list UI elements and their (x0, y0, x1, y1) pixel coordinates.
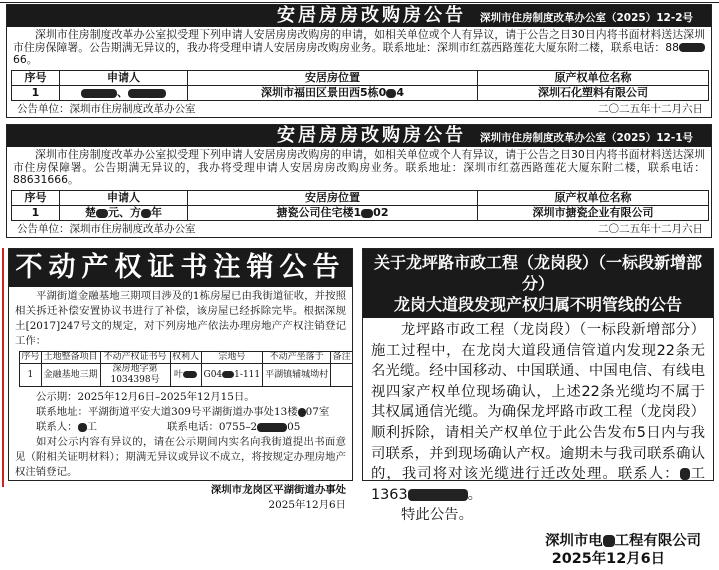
cell-no: 1 (20, 364, 42, 387)
col-header: 序号 (21, 352, 40, 362)
col-header: 不动产坐落于 (263, 352, 331, 364)
issuer-part: 工程有限公司 (614, 532, 701, 549)
notice-housing-12-2 (6, 4, 712, 118)
issuer (371, 532, 705, 550)
redaction (679, 43, 705, 52)
location-part: 搪瓷公司住宅楼1 (276, 206, 362, 219)
location-part: 4 (396, 86, 404, 99)
table-row (20, 364, 353, 387)
date: 二〇二五年十二月六日 (598, 102, 703, 115)
cell-owner: 深圳市搪瓷企业有限公司 (478, 205, 709, 220)
redaction (680, 468, 690, 480)
cell-cert: 深房地字第1034398号 (100, 364, 170, 387)
notice-footer (7, 221, 711, 237)
cell-parcel (201, 364, 263, 387)
property-table (19, 351, 353, 387)
issuer: 公告单位：深圳市住房制度改革办公室 (17, 222, 196, 235)
phone-part: 88 (665, 40, 679, 54)
issuer: 公告单位：深圳市住房制度改革办公室 (17, 102, 196, 115)
contact-part: 工 (86, 421, 97, 433)
redaction (183, 371, 197, 378)
redaction (141, 209, 151, 218)
red-divider (2, 248, 4, 487)
applicant-part: 楚 (85, 206, 96, 219)
col-header: 原产权单位名称 (478, 70, 709, 85)
redaction (298, 408, 306, 417)
redaction (408, 489, 468, 501)
body-text (371, 320, 705, 505)
notice-unknown-cables (362, 248, 714, 567)
body-text: 深圳市住房制度改革办公室拟受理下列申请人安居房房改购房的申请，如相关单位或个人有异议，请于公告之日30日内将书面材料送达深圳市住房保障署。公告期满无异议的，我办将受理申请人安居房房改购房业务。联系地址：深圳市红荔西路莲花大厦东附二楼，联系电话： (13, 28, 705, 54)
notice-title: 不动产权证书注销公告 (9, 249, 352, 287)
cell-no: 1 (12, 205, 60, 220)
contact (15, 420, 346, 435)
date: 2025年12月6日 (268, 499, 346, 511)
issuer-part: 深圳市电 (545, 532, 603, 549)
cell-location (188, 205, 478, 220)
col-header: 申请人 (60, 190, 188, 205)
notice-title: 安居房房改购房公告 (277, 125, 466, 146)
date: 2025年12月6日 (551, 550, 665, 567)
col-header: 序号 (12, 70, 60, 85)
col-header: 土地整备项目 (41, 352, 100, 364)
col-header: 安居房位置 (188, 190, 478, 205)
intro-text: 平湖街道金融基地三期项目涉及的1栋房屋已由我街道征收，并按照相关拆迁补偿安置协议书进行了补偿，该房屋已经拆除完毕。根据深规土[2017]247号文的规定，对下列房地产依法办理房地产产权注销登记工作： (15, 290, 346, 347)
col-header: 序号 (12, 190, 60, 205)
redaction (128, 89, 166, 98)
date: 二〇二五年十二月六日 (598, 222, 703, 235)
issuer: 深圳市龙岗区平湖街道办事处 (210, 484, 346, 496)
top-border (0, 0, 719, 3)
notice-body (7, 27, 711, 67)
col-header: 安居房位置 (188, 70, 478, 85)
address (15, 405, 346, 420)
redaction (603, 535, 615, 547)
notice-number: 深圳市住房制度改革办公室（2025）12-2号 (480, 12, 693, 24)
contact-part: 工1363 (371, 466, 705, 503)
col-header: 宗地号 (201, 352, 263, 364)
phone-label: 联系电话：0755–2 (166, 421, 258, 433)
table-row (12, 205, 709, 220)
separator: 、 (117, 86, 128, 99)
col-header: 备注 (332, 352, 351, 362)
redaction (81, 89, 117, 98)
title-line: 关于龙坪路市政工程（龙岗段）（一标段新增部分） (373, 253, 702, 293)
notice-number: 深圳市住房制度改革办公室（2025）12-1号 (480, 132, 693, 144)
redaction (257, 423, 287, 432)
notice-title (363, 249, 713, 318)
location-part: 深圳市福田区景田西5栋0 (261, 86, 387, 99)
notice-body: 深圳市住房制度改革办公室拟受理下列申请人安居房房改购房的申请，如相关单位或个人有异议，请于公告之日30日内将书面材料送达深圳市住房保障署。公告期满无异议的，我办将受理申请人安居房房改购房业务。联系地址：深圳市红荔西路莲花大厦东附二楼，联系电话：88631666。 (13, 148, 705, 186)
col-header: 不动产权证书号 (100, 352, 170, 364)
notice-title: 安居房房改购房公告 (277, 5, 466, 26)
redaction (386, 89, 396, 98)
period: 公示期：2025年12月6日–2025年12月15日。 (36, 391, 255, 403)
cell-applicant (60, 205, 188, 220)
contact-part: 。 (467, 486, 483, 503)
closing: 特此公告。 (401, 507, 473, 524)
objection-text: 如对公示内容有异议的，请在公示期间内实名向我街道提出书面意见（附相关证明材料）；期满无异议或异议不成立，将按规定办理房地产权注销登记。 (15, 436, 346, 478)
holder-part: 叶 (174, 369, 184, 380)
cell-no: 1 (12, 85, 60, 100)
cell-applicant (60, 85, 188, 100)
phone-part: 66。 (13, 53, 38, 66)
cell-holder (170, 364, 201, 387)
redaction (222, 371, 234, 378)
col-header: 原产权单位名称 (478, 190, 709, 205)
notice-footer (7, 101, 711, 117)
notice-body (363, 318, 713, 570)
notice-header (7, 5, 711, 27)
address-part: 联系地址：平湖街道平安大道309号平湖街道办事处13楼 (36, 406, 298, 418)
notice-certificate-cancellation (8, 248, 353, 511)
redaction (78, 423, 87, 432)
applicant-part: 年 (151, 206, 162, 219)
applicant-part: 元、方 (108, 206, 141, 219)
cell-owner: 深圳石化塑料有限公司 (478, 85, 709, 100)
redaction (361, 209, 373, 218)
parcel-part: 1-111 (234, 369, 261, 380)
applicant-table (11, 190, 709, 221)
address-part: 07室 (305, 406, 330, 418)
notice-body (9, 287, 352, 515)
notice-housing-12-1 (6, 124, 712, 238)
contact-label: 联系人： (36, 421, 78, 433)
redaction (96, 209, 108, 218)
cell-location: 平湖镇辅城坳村 (263, 364, 331, 387)
col-header: 申请人 (60, 70, 188, 85)
table-row (12, 85, 709, 100)
cell-location (188, 85, 478, 100)
title-line: 龙岗大道段发现产权归属不明管线的公告 (393, 295, 682, 314)
col-header: 权利人 (172, 352, 200, 362)
location-part: 02 (373, 206, 389, 219)
body-part: 龙坪路市政工程（龙岗段）（一标段新增部分）施工过程中，在龙岗大道段通信管道内发现22条无名光缆。经中国移动、中国联通、中国电信、有线电视四家产权单位现场确认，上述22条光缆均不属于其权属通信光缆。为确保龙坪路市政工程（龙岗段）顺利拆除，请相关产权单位于此公告发布5日内与我司联系，并到现场确认产权。逾期未与我司联系确认的，我司将对该光缆进行迁改处理。联系人： (371, 322, 705, 483)
phone-part: 05 (287, 421, 301, 433)
cell-note (331, 364, 353, 387)
cell-project: 金融基地三期 (41, 364, 100, 387)
parcel-part: G04 (203, 369, 223, 380)
applicant-table (11, 70, 709, 101)
notice-header (7, 125, 711, 147)
